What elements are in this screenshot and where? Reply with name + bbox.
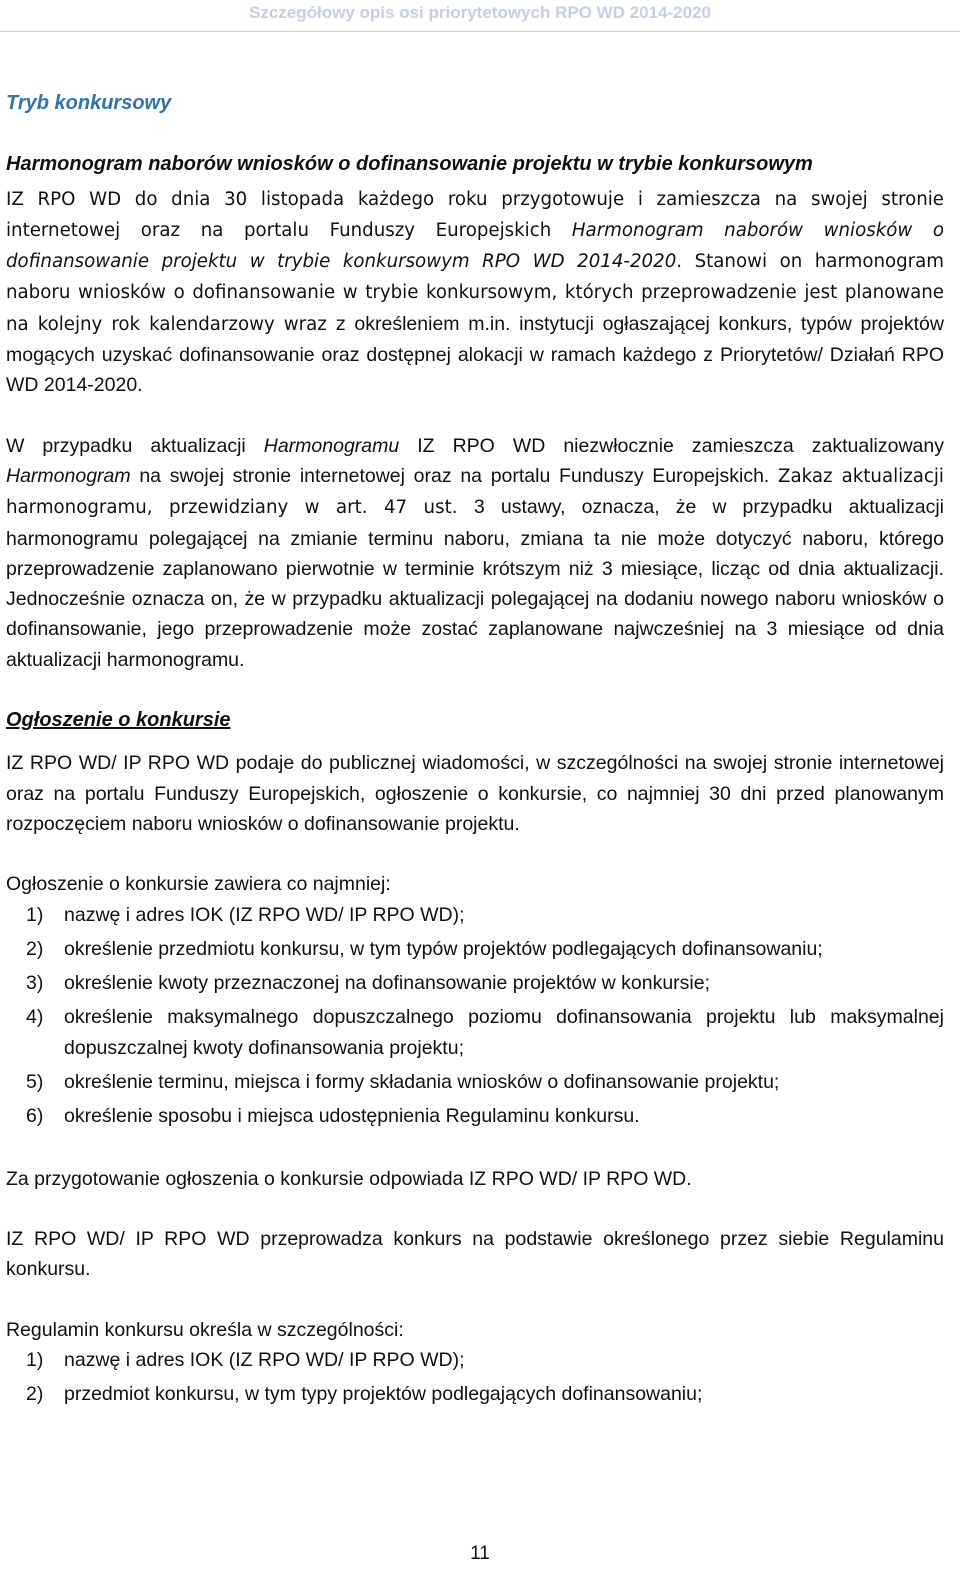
p1-text-c: . Stanowi on harmonogram naboru wniosków o dofinansowanie w trybie konkursowym, których przeprowadzenie jest planowane na kolejny rok kalendarzowy wraz z	[6, 251, 944, 335]
header-divider	[0, 31, 960, 32]
ogloszenie-paragraph-1: IZ RPO WD/ IP RPO WD podaje do publicznej wiadomości, w szczególności na swojej stronie internetowej oraz na portalu Funduszy Europejskich, ogłoszenie o konkursie, co najmniej 30 dni przed planowanym rozpoczęciem naboru wniosków o dofinansowanie projektu.	[6, 752, 944, 835]
p2-text-d: Harmonogram	[6, 464, 131, 487]
harmonogram-heading: Harmonogram naborów wniosków o dofinansowanie projektu w trybie konkursowym	[6, 153, 813, 176]
p2-text-e: na swojej stronie internetowej oraz na portalu Funduszy Europejskich.	[130, 464, 779, 487]
list-item: 6) określenie sposobu i miejsca udostępnienia Regulaminu konkursu.	[26, 1105, 640, 1128]
ogloszenie-responsibility: Za przygotowanie ogłoszenia o konkursie odpowiada IZ RPO WD/ IP RPO WD.	[6, 1167, 692, 1190]
page-number: 11	[470, 1543, 490, 1564]
konkurs-basis: IZ RPO WD/ IP RPO WD przeprowadza konkurs na podstawie określonego przez siebie Regulaminu konkursu.	[6, 1227, 944, 1281]
section-title: Tryb konkursowy	[6, 92, 172, 114]
p2-text-f: Zakaz aktualizacji harmonogramu, przewidziany w art. 47 ust.	[6, 465, 944, 519]
list-item: 1) nazwę i adres IOK (IZ RPO WD/ IP RPO WD);	[26, 1348, 465, 1371]
p2-text-b: Harmonogramu	[263, 434, 400, 457]
ogloszenie-list-intro: Ogłoszenie o konkursie zawiera co najmniej:	[6, 873, 391, 896]
regulamin-intro: Regulamin konkursu określa w szczególności:	[6, 1318, 404, 1341]
p1-harmonogram-title: Harmonogram naborów wniosków o dofinansowanie projektu w trybie konkursowym RPO WD 2014-2020	[6, 219, 944, 273]
p1-text-a: IZ RPO WD do dnia 30 listopada każdego roku przygotowuje i zamieszcza na swojej stronie internetowej oraz na portalu Funduszy Europejskich	[6, 188, 944, 241]
list-item: 1) nazwę i adres IOK (IZ RPO WD/ IP RPO WD);	[26, 903, 465, 926]
p2-text-g: 3 ustawy, oznacza, że w przypadku aktualizacji harmonogramu polegającej na zmianie terminu naboru, zmiana ta nie może dotyczyć naboru, którego przeprowadzenie zaplanowano pierwotnie w terminie krótszym niż 3 miesiące, licząc od dnia aktualizacji. Jednocześnie oznacza on, że w przypadku aktualizacji polegającej na dodaniu nowego naboru wniosków o dofinansowanie, jego przeprowadzenie może zostać zaplanowane najwcześniej na 3 miesiące od dnia aktualizacji harmonogramu.	[6, 496, 944, 671]
harmonogram-paragraph-1	[6, 184, 944, 401]
p1-text-d: określeniem m.in. instytucji ogłaszającej konkurs, typów projektów mogących uzyskać dofinansowanie oraz dostępnej alokacji w ramach każdego z Priorytetów/ Działań RPO WD 2014-2020.	[6, 312, 944, 397]
p2-text-a: W przypadku aktualizacji	[6, 434, 264, 457]
list-item: 2) określenie przedmiotu konkursu, w tym typów projektów podlegających dofinansowaniu;	[26, 937, 823, 960]
ogloszenie-heading: Ogłoszenie o konkursie	[6, 709, 231, 732]
running-header: Szczegółowy opis osi priorytetowych RPO WD 2014-2020	[249, 3, 711, 22]
p2-text-c: IZ RPO WD niezwłocznie zamieszcza zaktualizowany	[399, 434, 944, 457]
list-item: 3) określenie kwoty przeznaczonej na dofinansowanie projektów w konkursie;	[26, 972, 711, 995]
list-item: 4) określenie maksymalnego dopuszczalnego poziomu dofinansowania projektu lub maksymalnej dopuszczalnej kwoty dofinansowania projektu;	[26, 1006, 944, 1059]
harmonogram-paragraph-2	[6, 431, 944, 675]
document-body	[6, 88, 944, 1413]
ogloszenie-requirements-list	[6, 900, 944, 1132]
list-item: 5) określenie terminu, miejsca i formy składania wniosków o dofinansowanie projektu;	[26, 1071, 780, 1094]
list-item: 2) przedmiot konkursu, w tym typy projektów podlegających dofinansowaniu;	[26, 1383, 703, 1406]
regulamin-list	[6, 1345, 944, 1410]
